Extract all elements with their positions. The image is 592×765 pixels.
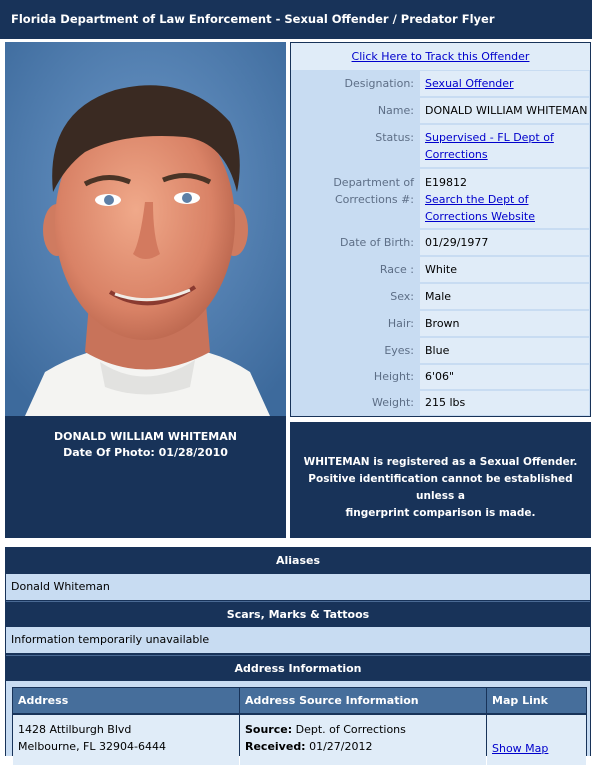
address-line-1: 1428 Attilburgh Blvd [18,723,132,736]
status-row [291,124,590,168]
track-row [291,43,590,70]
sex-label: Sex: [292,284,419,309]
status-label: Status: [292,125,419,167]
photo-caption [5,416,286,538]
race-label: Race : [292,257,419,282]
dob-row [291,229,590,256]
dob-value: 01/29/1977 [420,230,589,255]
received-value: 01/27/2012 [309,740,373,753]
address-table [12,687,587,756]
height-row [291,364,590,390]
designation-row [291,70,590,97]
sex-row [291,283,590,310]
search-doc-link[interactable]: Search the Dept of Corrections Website [425,193,535,223]
address-section [6,681,590,756]
offender-photo [5,42,286,416]
caption-name: DONALD WILLIAM WHITEMAN [54,430,237,443]
scars-header: Scars, Marks & Tattoos [6,601,590,627]
show-map-link[interactable]: Show Map [492,742,549,755]
race-value: White [420,257,589,282]
hair-value: Brown [420,311,589,336]
height-label: Height: [292,365,419,389]
weight-value: 215 lbs [420,391,589,415]
registration-notice [290,422,591,538]
hair-row [291,310,590,337]
eyes-row [291,337,590,364]
source-value: Dept. of Corrections [295,723,406,736]
caption-date: Date Of Photo: 01/28/2010 [63,446,228,459]
dob-label: Date of Birth: [292,230,419,255]
address-line-2: Melbourne, FL 32904-6444 [18,740,166,753]
eyes-value: Blue [420,338,589,363]
source-cell [240,715,486,765]
hair-label: Hair: [292,311,419,336]
designation-label: Designation: [292,71,419,96]
doc-row [291,168,590,229]
race-row [291,256,590,283]
name-value: DONALD WILLIAM WHITEMAN [420,98,589,123]
address-cell [13,715,239,765]
col-map: Map Link [487,688,586,713]
sex-value: Male [420,284,589,309]
aliases-value: Donald Whiteman [6,574,590,600]
notice-line-3: fingerprint comparison is made. [345,507,536,519]
scars-value: Information temporarily unavailable [6,627,590,653]
designation-link[interactable]: Sexual Offender [425,77,514,90]
status-link[interactable]: Supervised - FL Dept of Corrections [425,131,554,161]
source-label: Source: [245,723,293,736]
name-label: Name: [292,98,419,123]
col-address: Address [13,688,239,713]
col-source: Address Source Information [240,688,486,713]
page-title: Florida Department of Law Enforcement - Sexual Offender / Predator Flyer [0,0,592,39]
weight-row [291,390,590,416]
notice-line-2: Positive identification cannot be established unless a [308,473,573,502]
track-offender-link[interactable]: Click Here to Track this Offender [351,50,530,63]
weight-label: Weight: [292,391,419,415]
aliases-header: Aliases [6,548,590,574]
notice-line-1: WHITEMAN is registered as a Sexual Offender. [303,456,578,468]
received-label: Received: [245,740,306,753]
map-cell [487,715,586,765]
eyes-label: Eyes: [292,338,419,363]
details-panel [5,547,591,756]
name-row [291,97,590,124]
address-header: Address Information [6,655,590,681]
doc-number: E19812 [425,176,467,189]
height-value: 6'06" [420,365,589,389]
doc-label: Department of Corrections #: [292,169,419,228]
offender-info-table [290,42,591,417]
